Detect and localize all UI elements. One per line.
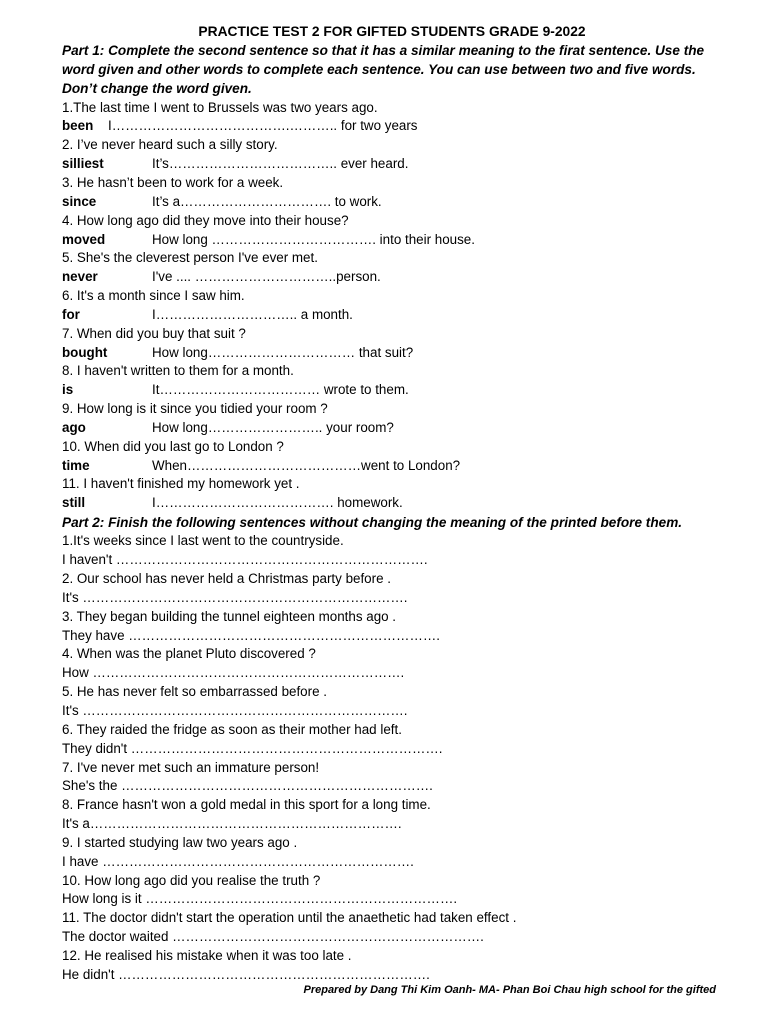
- given-word: since: [62, 193, 97, 209]
- answer-blank[interactable]: When…………………………………went to London?: [152, 457, 461, 473]
- part1-question: 2. I’ve never heard such a silly story.: [62, 137, 278, 153]
- part1-item-5: [62, 249, 722, 287]
- part2-question: 5. He has never felt so embarrassed before .: [62, 684, 327, 700]
- given-word: still: [62, 495, 86, 511]
- part2-item-8: [62, 796, 722, 834]
- part1-answer-row: [62, 419, 722, 438]
- part1-list: [62, 99, 722, 514]
- part1-answer-row: [62, 155, 722, 174]
- part1-item-3: [62, 174, 722, 212]
- part1-question: 5. She's the cleverest person I've ever met.: [62, 250, 318, 266]
- part1-question: 8. I haven't written to them for a month.: [62, 363, 294, 379]
- given-word: bought: [62, 344, 108, 360]
- part1-item-11: [62, 475, 722, 513]
- part2-item-12: [62, 947, 722, 985]
- answer-blank[interactable]: I………………………………….……….. for two years: [108, 118, 418, 134]
- part1-answer-row: [62, 381, 722, 400]
- given-word: been: [62, 118, 94, 134]
- part2-question: 12. He realised his mistake when it was too late .: [62, 947, 352, 963]
- part2-item-1: [62, 532, 722, 570]
- answer-blank[interactable]: How long ………………………………. into their house.: [152, 231, 475, 247]
- part1-answer-row: [62, 494, 722, 513]
- part2-item-3: [62, 608, 722, 646]
- part2-item-4: [62, 645, 722, 683]
- answer-blank[interactable]: It……………………………… wrote to them.: [152, 382, 409, 398]
- part2-item-7: [62, 759, 722, 797]
- page-title: PRACTICE TEST 2 FOR GIFTED STUDENTS GRADE 9-2022: [198, 24, 586, 39]
- answer-blank[interactable]: They didn't …………………………………………………………….: [62, 740, 443, 756]
- part1-question: 10. When did you last go to London ?: [62, 438, 284, 454]
- given-word: moved: [62, 231, 106, 247]
- answer-blank[interactable]: I haven't …………………………………………………………….: [62, 552, 428, 568]
- part1-question: 3. He hasn’t been to work for a week.: [62, 174, 284, 190]
- part1-question: 4. How long ago did they move into their house?: [62, 212, 349, 228]
- answer-blank[interactable]: The doctor waited …………………………………………………………….: [62, 929, 484, 945]
- answer-blank[interactable]: How long…………………………… that suit?: [152, 344, 414, 360]
- part1-question: 7. When did you buy that suit ?: [62, 325, 246, 341]
- part2-question: 1.It's weeks since I last went to the countryside.: [62, 533, 344, 549]
- part1-answer-row: [62, 117, 722, 136]
- answer-blank[interactable]: It’s a……………………………. to work.: [152, 193, 382, 209]
- part1-answer-row: [62, 231, 722, 250]
- answer-blank[interactable]: I…………………………………. homework.: [152, 495, 403, 511]
- answer-blank[interactable]: It's ……………………………………………………………….: [62, 702, 408, 718]
- part1-answer-row: [62, 306, 722, 325]
- part1-answer-row: [62, 193, 722, 212]
- part2-question: 2. Our school has never held a Christmas party before .: [62, 571, 391, 587]
- part1-item-9: [62, 400, 722, 438]
- part1-item-1: [62, 99, 722, 137]
- part2-item-11: [62, 909, 722, 947]
- part1-item-10: [62, 438, 722, 476]
- part2-question: 11. The doctor didn't start the operation until the anaethetic had taken effect .: [62, 910, 517, 926]
- part1-item-6: [62, 287, 722, 325]
- worksheet-page: [62, 22, 722, 985]
- part1-answer-row: [62, 457, 722, 476]
- part2-question: 8. France hasn't won a gold medal in this sport for a long time.: [62, 797, 431, 813]
- part2-question: 4. When was the planet Pluto discovered ?: [62, 646, 316, 662]
- part2-instruction: Part 2: Finish the following sentences without changing the meaning of the printed before them.: [62, 515, 683, 531]
- part1-item-2: [62, 136, 722, 174]
- given-word: never: [62, 269, 98, 285]
- part1-answer-row: [62, 268, 722, 287]
- given-word: time: [62, 457, 90, 473]
- part2-question: 3. They began building the tunnel eighteen months ago .: [62, 608, 397, 624]
- given-word: silliest: [62, 156, 104, 172]
- part1-item-8: [62, 362, 722, 400]
- part2-item-9: [62, 834, 722, 872]
- part2-item-10: [62, 872, 722, 910]
- answer-blank[interactable]: I………………………….. a month.: [152, 306, 353, 322]
- answer-blank[interactable]: How long…………………….. your room?: [152, 419, 394, 435]
- answer-blank[interactable]: She's the …………………………………………………………….: [62, 778, 433, 794]
- answer-blank[interactable]: It's a…………………………………………………………….: [62, 816, 402, 832]
- part2-question: 7. I've never met such an immature person!: [62, 759, 320, 775]
- part1-answer-row: [62, 344, 722, 363]
- answer-blank[interactable]: It’s……………………………….. ever heard.: [152, 156, 409, 172]
- given-word: ago: [62, 419, 86, 435]
- given-word: for: [62, 306, 80, 322]
- part2-item-6: [62, 721, 722, 759]
- page-footer: Prepared by Dang Thi Kim Oanh- MA- Phan Boi Chau high school for the gifted: [303, 984, 716, 996]
- given-word: is: [62, 382, 74, 398]
- part2-question: 9. I started studying law two years ago .: [62, 834, 298, 850]
- answer-blank[interactable]: How …………………………………………………………….: [62, 665, 405, 681]
- answer-blank[interactable]: I've .... …………………………..person.: [152, 269, 381, 285]
- part2-question: 6. They raided the fridge as soon as their mother had left.: [62, 721, 402, 737]
- answer-blank[interactable]: He didn't …………………………………………………………….: [62, 966, 430, 982]
- answer-blank[interactable]: I have …………………………………………………………….: [62, 853, 414, 869]
- answer-blank[interactable]: How long is it …………………………………………………………….: [62, 891, 458, 907]
- part1-item-4: [62, 212, 722, 250]
- part1-question: 9. How long is it since you tidied your room ?: [62, 401, 328, 417]
- answer-blank[interactable]: They have …………………………………………………………….: [62, 627, 440, 643]
- part2-list: [62, 532, 722, 984]
- part1-question: 1.The last time I went to Brussels was two years ago.: [62, 99, 378, 115]
- part2-item-2: [62, 570, 722, 608]
- part2-item-5: [62, 683, 722, 721]
- part1-item-7: [62, 325, 722, 363]
- answer-blank[interactable]: It's ……………………………………………………………….: [62, 589, 408, 605]
- part1-question: 6. It's a month since I saw him.: [62, 288, 245, 304]
- part1-question: 11. I haven't finished my homework yet .: [62, 476, 300, 492]
- part2-question: 10. How long ago did you realise the truth ?: [62, 872, 321, 888]
- part1-instruction: Part 1: Complete the second sentence so that it has a similar meaning to the firat sentence. Use the word given and other words to complete each sentence. You can use between two and five words. Don’t change the word given.: [62, 43, 705, 97]
